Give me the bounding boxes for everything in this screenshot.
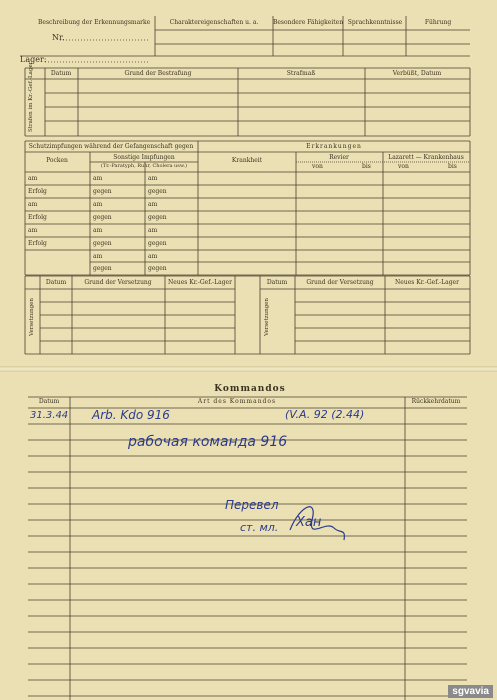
header-fuehrung: Führung [424, 19, 452, 26]
impf-cell: am [93, 253, 103, 260]
impf-cell: gegen [93, 214, 112, 221]
vers-left-grund: Grund der Versetzung [84, 279, 152, 286]
watermark: sgvavia [448, 685, 493, 698]
vers-right-grund: Grund der Versetzung [306, 279, 374, 286]
header-charakter: Charaktereigenschaften u. a. [169, 19, 259, 26]
impf-cell: Erfolg [28, 214, 47, 221]
kommandos-col-datum: Datum [38, 398, 60, 405]
vers-left-lager: Neues Kr.-Gef.-Lager [168, 279, 232, 286]
header-faehigkeiten: Besondere Fähigkeiten [272, 19, 344, 26]
impf-cell: am [148, 227, 158, 234]
revier-bis: bis [362, 163, 371, 170]
vers-right-lager: Neues Kr.-Gef.-Lager [395, 279, 459, 286]
impf-cell: am [93, 175, 103, 182]
impf-cell: am [148, 201, 158, 208]
versetzungen-side-label-right: Versetzungen [264, 298, 270, 336]
lazarett-von: von [398, 163, 409, 170]
impf-cell: gegen [148, 265, 167, 272]
impf-cell: am [148, 175, 158, 182]
impf-cell: am [28, 175, 38, 182]
kommandos-col-art: Art des Kommandos [197, 398, 277, 405]
impf-cell: gegen [93, 188, 112, 195]
header-erkennungsmarke: Beschreibung der Erkennungsmarke [38, 19, 151, 26]
impf-cell: am [93, 201, 103, 208]
impf-cell: am [93, 227, 103, 234]
impf-cell: gegen [148, 214, 167, 221]
impf-cell: gegen [93, 265, 112, 272]
russian-work-command: рабочая команда 916 [128, 434, 288, 450]
impf-cell: gegen [93, 240, 112, 247]
erkrankungen-revier: Revier [329, 154, 349, 161]
vers-right-datum: Datum [266, 279, 288, 286]
revier-von: von [312, 163, 323, 170]
erkrankungen-krankheit: Krankheit [231, 157, 263, 164]
strafen-side-label: Strafen im Kr.-Gef.-Lager [28, 61, 34, 132]
erkrankungen-lazarett: Lazarett — Krankenhaus [388, 154, 464, 161]
strafen-col-datum: Datum [50, 70, 72, 77]
impf-col-sonstige-sub: (Tr.-Paratyph, Ruhr, Cholera usw.) [100, 163, 188, 169]
lager-label: Lager: [20, 55, 47, 64]
vers-left-datum: Datum [45, 279, 67, 286]
impf-col-sonstige: Sonstige Impfungen [113, 154, 175, 161]
strafen-col-verbuesst: Verbüßt, Datum [392, 70, 442, 77]
impf-cell: Erfolg [28, 240, 47, 247]
signature-rank: ст. мл. [240, 521, 279, 534]
impf-cell: Erfolg [28, 188, 47, 195]
impf-cell: am [28, 201, 38, 208]
kommando-entry-text: Arb. Kdo 916 [92, 408, 170, 422]
impf-cell: am [148, 253, 158, 260]
impf-cell: am [28, 227, 38, 234]
erkrankungen-title: Erkrankungen [306, 143, 362, 150]
impf-cell: gegen [148, 188, 167, 195]
signature-word: Перевел [225, 498, 279, 512]
strafen-col-strafmass: Strafmaß [286, 70, 316, 77]
signature-name: Хан [296, 515, 322, 530]
kommando-entry-ref: (V.A. 92 (2.44) [285, 408, 365, 421]
kommando-entry-date: 31.3.44 [30, 410, 69, 421]
kommandos-col-rueck: Rückkehrdatum [411, 398, 461, 405]
lazarett-bis: bis [448, 163, 457, 170]
kommandos-title: Kommandos [214, 384, 286, 394]
impf-cell: gegen [148, 240, 167, 247]
impf-col-pocken: Pocken [46, 157, 68, 164]
nr-label: Nr. [52, 33, 65, 42]
impf-title: Schutzimpfungen während der Gefangenschaft gegen [28, 143, 194, 150]
header-sprachkenntnisse: Sprachkenntnisse [347, 19, 403, 26]
versetzungen-side-label-left: Versetzungen [29, 298, 35, 336]
strafen-col-grund: Grund der Bestrafung [124, 70, 192, 77]
